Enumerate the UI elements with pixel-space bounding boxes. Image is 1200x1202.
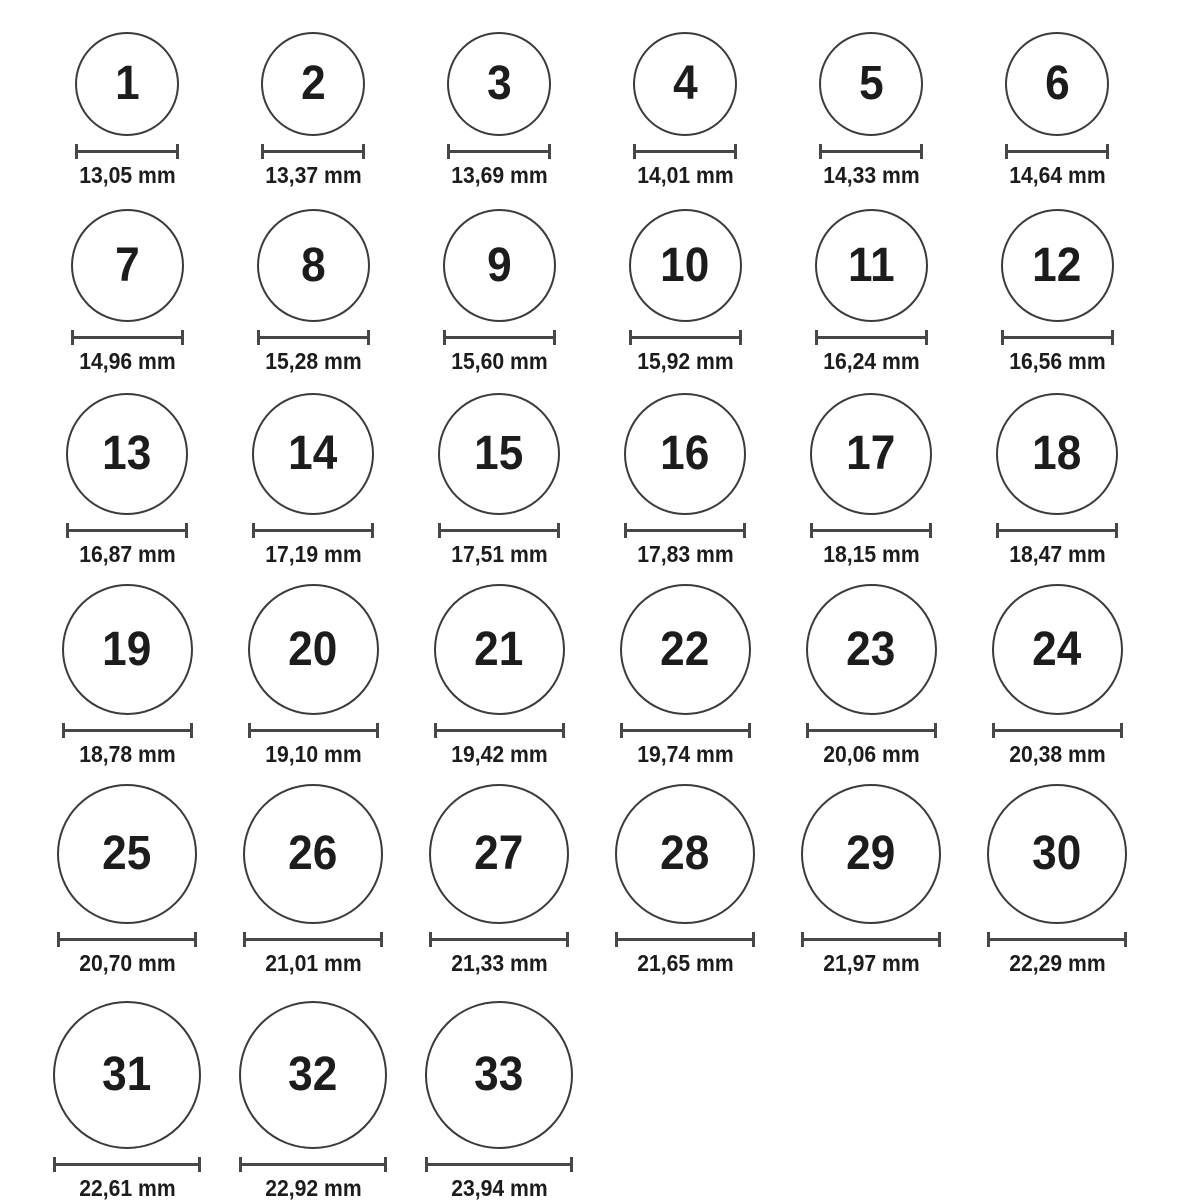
size-number: 30 <box>1032 827 1082 880</box>
diameter-label: 15,60 mm <box>450 348 548 374</box>
diameter-dimension-line <box>1001 330 1114 345</box>
ring-size-item <box>964 784 1150 977</box>
diameter-label: 22,92 mm <box>264 1175 362 1201</box>
ring-size-item <box>34 209 220 375</box>
size-circle <box>66 393 188 515</box>
diameter-dimension-line <box>243 932 383 947</box>
size-row <box>34 32 1170 189</box>
size-number: 2 <box>300 57 326 110</box>
dimension-tick-right <box>553 330 556 345</box>
diameter-label: 19,10 mm <box>264 741 362 767</box>
size-circle <box>819 32 923 136</box>
size-circle <box>815 209 928 322</box>
diameter-dimension-line <box>447 144 551 159</box>
dimension-tick-right <box>1106 144 1109 159</box>
size-number: 8 <box>300 238 326 292</box>
dimension-bar <box>242 1163 384 1166</box>
ring-size-item <box>592 584 778 768</box>
ring-size-item <box>406 584 592 768</box>
diameter-dimension-line <box>987 932 1127 947</box>
ring-size-item <box>592 32 778 189</box>
size-number: 4 <box>672 57 698 110</box>
ring-size-item <box>964 209 1150 375</box>
dimension-bar <box>260 336 367 339</box>
dimension-bar <box>78 150 176 153</box>
diameter-label: 21,33 mm <box>450 950 548 976</box>
diameter-label: 14,64 mm <box>1008 162 1106 188</box>
diameter-label: 16,24 mm <box>822 348 920 374</box>
diameter-label: 16,56 mm <box>1008 348 1106 374</box>
diameter-label: 14,01 mm <box>636 162 734 188</box>
size-number: 31 <box>102 1048 152 1101</box>
dimension-tick-right <box>190 723 193 738</box>
dimension-tick-right <box>1115 523 1118 538</box>
diameter-label: 21,97 mm <box>822 950 920 976</box>
ring-size-item <box>34 784 220 977</box>
dimension-bar <box>804 938 938 941</box>
size-circle <box>53 1001 201 1149</box>
dimension-bar <box>822 150 920 153</box>
diameter-dimension-line <box>801 932 941 947</box>
diameter-dimension-line <box>996 523 1118 538</box>
dimension-tick-right <box>198 1157 201 1172</box>
dimension-tick-right <box>566 932 569 947</box>
size-number: 10 <box>660 238 710 292</box>
diameter-label: 19,74 mm <box>636 741 734 767</box>
size-number: 6 <box>1044 57 1070 110</box>
size-circle <box>425 1001 573 1149</box>
dimension-tick-right <box>748 723 751 738</box>
size-circle <box>248 584 379 715</box>
size-circle <box>257 209 370 322</box>
size-number: 11 <box>847 238 895 292</box>
dimension-bar <box>450 150 548 153</box>
diameter-label: 21,01 mm <box>264 950 362 976</box>
size-circle <box>801 784 941 924</box>
size-number: 22 <box>660 622 710 676</box>
diameter-label: 21,65 mm <box>636 950 734 976</box>
dimension-tick-right <box>743 523 746 538</box>
diameter-dimension-line <box>633 144 737 159</box>
dimension-tick-right <box>380 932 383 947</box>
size-number: 27 <box>474 827 524 880</box>
ring-size-item <box>964 584 1150 768</box>
diameter-label: 17,19 mm <box>264 541 362 567</box>
size-circle <box>447 32 551 136</box>
dimension-tick-right <box>185 523 188 538</box>
diameter-label: 20,06 mm <box>822 741 920 767</box>
diameter-label: 16,87 mm <box>78 541 176 567</box>
size-number: 13 <box>102 427 152 480</box>
size-circle <box>438 393 560 515</box>
diameter-dimension-line <box>620 723 751 738</box>
dimension-bar <box>74 336 181 339</box>
size-number: 28 <box>660 827 710 880</box>
dimension-bar <box>56 1163 198 1166</box>
ring-size-item <box>220 393 406 568</box>
ring-size-item <box>220 32 406 189</box>
size-circle <box>624 393 746 515</box>
diameter-dimension-line <box>62 723 193 738</box>
dimension-bar <box>1008 150 1106 153</box>
diameter-dimension-line <box>239 1157 387 1172</box>
size-number: 26 <box>288 827 338 880</box>
dimension-tick-right <box>376 723 379 738</box>
diameter-label: 17,83 mm <box>636 541 734 567</box>
dimension-tick-right <box>570 1157 573 1172</box>
dimension-tick-right <box>371 523 374 538</box>
dimension-bar <box>627 529 743 532</box>
diameter-dimension-line <box>443 330 556 345</box>
diameter-label: 20,70 mm <box>78 950 176 976</box>
ring-size-item <box>220 1001 406 1202</box>
dimension-tick-right <box>1120 723 1123 738</box>
size-number: 20 <box>288 622 338 676</box>
size-circle <box>629 209 742 322</box>
dimension-tick-right <box>925 330 928 345</box>
dimension-tick-right <box>929 523 932 538</box>
size-row <box>34 209 1170 375</box>
dimension-bar <box>1004 336 1111 339</box>
size-number: 17 <box>846 427 896 480</box>
diameter-label: 18,78 mm <box>78 741 176 767</box>
size-number: 29 <box>846 827 896 880</box>
dimension-bar <box>990 938 1124 941</box>
size-circle <box>434 584 565 715</box>
diameter-label: 13,69 mm <box>450 162 548 188</box>
diameter-label: 20,38 mm <box>1008 741 1106 767</box>
size-circle <box>62 584 193 715</box>
dimension-tick-right <box>1124 932 1127 947</box>
ring-size-item <box>220 784 406 977</box>
ring-size-item <box>778 32 964 189</box>
size-number: 18 <box>1032 427 1082 480</box>
diameter-dimension-line <box>75 144 179 159</box>
dimension-bar <box>251 729 376 732</box>
diameter-dimension-line <box>261 144 365 159</box>
diameter-label: 19,42 mm <box>450 741 548 767</box>
ring-size-item <box>778 584 964 768</box>
size-circle <box>443 209 556 322</box>
diameter-dimension-line <box>810 523 932 538</box>
dimension-bar <box>60 938 194 941</box>
size-circle <box>987 784 1127 924</box>
ring-size-item <box>406 1001 592 1202</box>
diameter-dimension-line <box>992 723 1123 738</box>
size-number: 3 <box>486 57 512 110</box>
size-circle <box>806 584 937 715</box>
dimension-tick-right <box>934 723 937 738</box>
dimension-tick-right <box>739 330 742 345</box>
dimension-bar <box>264 150 362 153</box>
size-number: 9 <box>486 238 512 292</box>
dimension-bar <box>437 729 562 732</box>
dimension-bar <box>432 938 566 941</box>
dimension-bar <box>69 529 185 532</box>
ring-size-item <box>34 32 220 189</box>
diameter-dimension-line <box>425 1157 573 1172</box>
size-circle <box>261 32 365 136</box>
diameter-label: 13,37 mm <box>264 162 362 188</box>
diameter-label: 18,15 mm <box>822 541 920 567</box>
size-circle <box>429 784 569 924</box>
size-number: 33 <box>474 1048 524 1101</box>
size-circle <box>615 784 755 924</box>
dimension-bar <box>636 150 734 153</box>
diameter-dimension-line <box>53 1157 201 1172</box>
size-number: 5 <box>858 57 884 110</box>
ring-size-item <box>778 784 964 977</box>
dimension-bar <box>813 529 929 532</box>
dimension-bar <box>999 529 1115 532</box>
diameter-dimension-line <box>257 330 370 345</box>
diameter-label: 15,92 mm <box>636 348 734 374</box>
diameter-label: 13,05 mm <box>78 162 176 188</box>
size-circle <box>1005 32 1109 136</box>
ring-size-item <box>964 393 1150 568</box>
diameter-dimension-line <box>66 523 188 538</box>
diameter-dimension-line <box>248 723 379 738</box>
size-number: 24 <box>1032 622 1082 676</box>
diameter-label: 14,96 mm <box>78 348 176 374</box>
size-number: 25 <box>102 827 152 880</box>
diameter-dimension-line <box>434 723 565 738</box>
size-number: 7 <box>114 238 140 292</box>
diameter-label: 17,51 mm <box>450 541 548 567</box>
size-number: 32 <box>288 1048 338 1101</box>
size-circle <box>996 393 1118 515</box>
ring-size-item <box>592 784 778 977</box>
diameter-label: 22,29 mm <box>1008 950 1106 976</box>
diameter-dimension-line <box>624 523 746 538</box>
diameter-dimension-line <box>438 523 560 538</box>
dimension-tick-right <box>562 723 565 738</box>
size-number: 15 <box>474 427 524 480</box>
size-circle <box>75 32 179 136</box>
ring-size-item <box>406 209 592 375</box>
diameter-dimension-line <box>57 932 197 947</box>
dimension-tick-right <box>752 932 755 947</box>
size-circle <box>810 393 932 515</box>
dimension-bar <box>995 729 1120 732</box>
dimension-tick-right <box>194 932 197 947</box>
ring-size-item <box>778 209 964 375</box>
dimension-bar <box>65 729 190 732</box>
dimension-bar <box>428 1163 570 1166</box>
size-circle <box>239 1001 387 1149</box>
dimension-bar <box>809 729 934 732</box>
size-circle <box>252 393 374 515</box>
size-row <box>34 1001 1170 1202</box>
diameter-dimension-line <box>815 330 928 345</box>
size-number: 19 <box>102 622 152 676</box>
size-circle <box>620 584 751 715</box>
size-number: 14 <box>288 427 338 480</box>
size-number: 21 <box>474 622 524 676</box>
diameter-dimension-line <box>252 523 374 538</box>
dimension-tick-right <box>548 144 551 159</box>
diameter-dimension-line <box>629 330 742 345</box>
diameter-label: 18,47 mm <box>1008 541 1106 567</box>
diameter-label: 23,94 mm <box>450 1175 548 1201</box>
diameter-label: 22,61 mm <box>78 1175 176 1201</box>
size-row <box>34 393 1170 568</box>
ring-size-item <box>406 393 592 568</box>
ring-size-item <box>220 584 406 768</box>
dimension-tick-right <box>176 144 179 159</box>
dimension-tick-right <box>734 144 737 159</box>
diameter-dimension-line <box>1005 144 1109 159</box>
ring-size-item <box>592 393 778 568</box>
dimension-tick-right <box>181 330 184 345</box>
dimension-tick-right <box>920 144 923 159</box>
size-circle <box>57 784 197 924</box>
ring-size-item <box>406 32 592 189</box>
size-circle <box>992 584 1123 715</box>
dimension-bar <box>623 729 748 732</box>
ring-size-item <box>406 784 592 977</box>
size-circle <box>243 784 383 924</box>
ring-size-item <box>34 584 220 768</box>
dimension-tick-right <box>1111 330 1114 345</box>
diameter-dimension-line <box>615 932 755 947</box>
dimension-bar <box>246 938 380 941</box>
size-number: 16 <box>660 427 710 480</box>
diameter-label: 15,28 mm <box>264 348 362 374</box>
ring-size-item <box>34 1001 220 1202</box>
dimension-bar <box>632 336 739 339</box>
dimension-tick-right <box>362 144 365 159</box>
dimension-tick-right <box>938 932 941 947</box>
ring-size-item <box>220 209 406 375</box>
ring-size-item <box>964 32 1150 189</box>
size-row <box>34 584 1170 768</box>
size-circle <box>1001 209 1114 322</box>
size-circle <box>633 32 737 136</box>
diameter-dimension-line <box>819 144 923 159</box>
diameter-dimension-line <box>806 723 937 738</box>
dimension-bar <box>618 938 752 941</box>
ring-size-item <box>34 393 220 568</box>
size-number: 1 <box>114 57 140 110</box>
diameter-dimension-line <box>429 932 569 947</box>
ring-size-item <box>592 209 778 375</box>
dimension-bar <box>255 529 371 532</box>
diameter-label: 14,33 mm <box>822 162 920 188</box>
dimension-tick-right <box>384 1157 387 1172</box>
dimension-tick-right <box>367 330 370 345</box>
diameter-dimension-line <box>71 330 184 345</box>
ring-size-item <box>778 393 964 568</box>
size-row <box>34 784 1170 977</box>
size-number: 23 <box>846 622 896 676</box>
dimension-bar <box>441 529 557 532</box>
dimension-bar <box>446 336 553 339</box>
size-number: 12 <box>1032 238 1082 292</box>
size-circle <box>71 209 184 322</box>
dimension-bar <box>818 336 925 339</box>
dimension-tick-right <box>557 523 560 538</box>
